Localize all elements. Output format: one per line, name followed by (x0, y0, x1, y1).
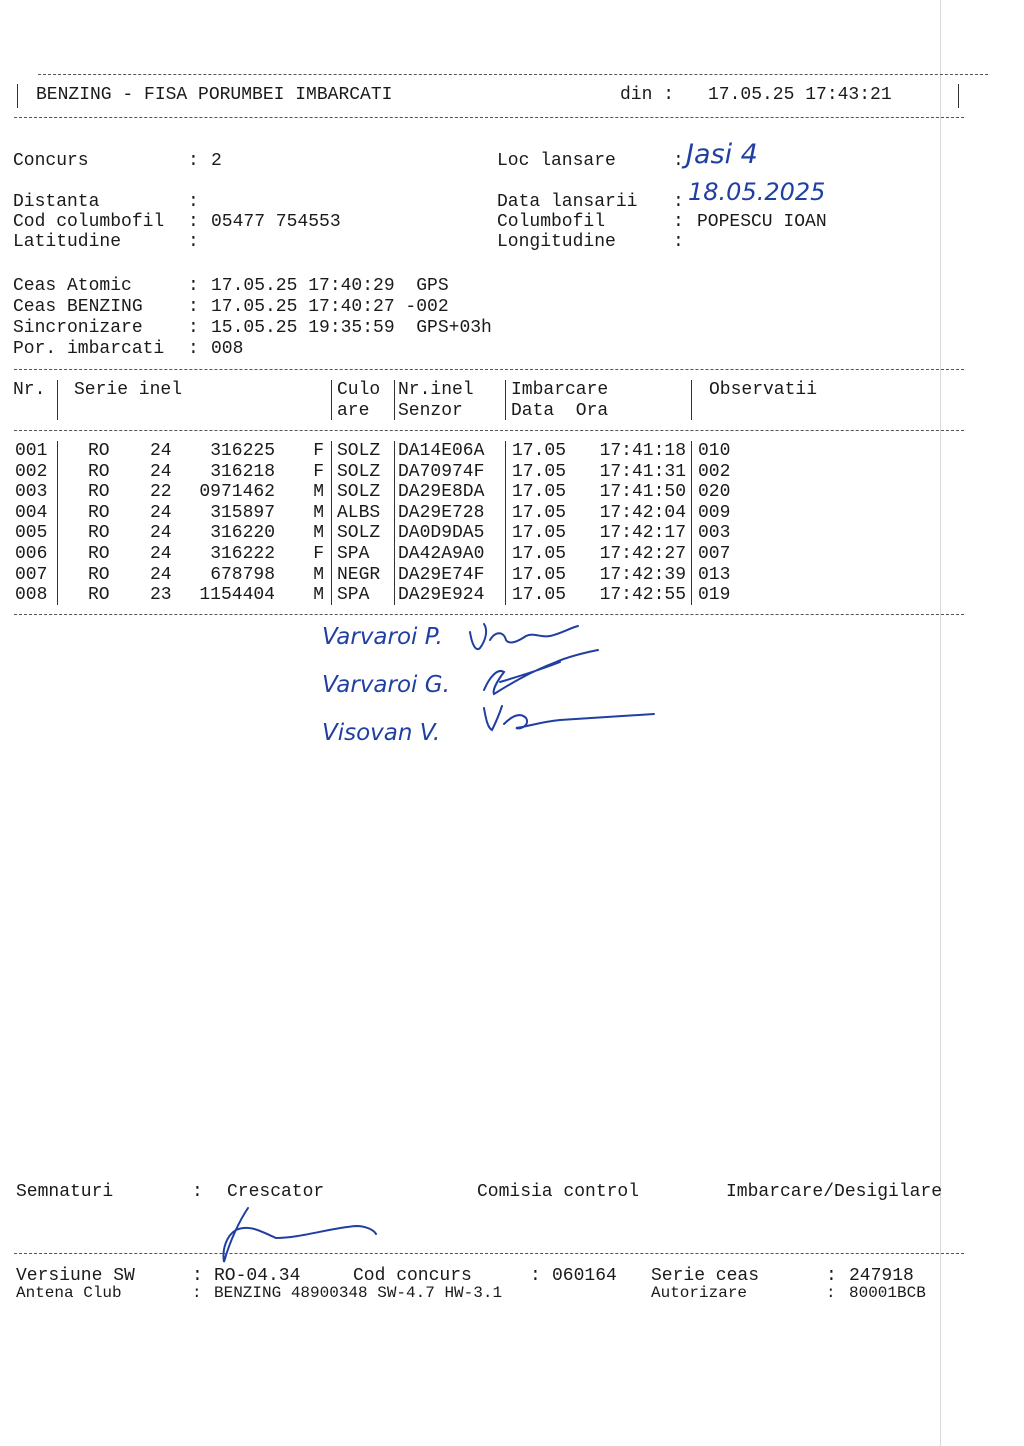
cell-year: 24 (150, 441, 172, 461)
col-culo-header-1: Culo (337, 380, 381, 400)
signature-1 (470, 624, 578, 649)
cell-time: 17:42:55 (599, 585, 686, 606)
cell-time: 17:41:31 (599, 461, 686, 482)
cell-date: 17.05 (512, 502, 567, 523)
cell-year: 24 (150, 564, 172, 585)
antena-value: BENZING 48900348 SW-4.7 HW-3.1 (214, 1284, 503, 1302)
cell-country: RO (88, 585, 110, 606)
ceas-atomic-label: Ceas Atomic (13, 276, 132, 296)
data-lansarii-handwritten: 18.05.2025 (688, 178, 826, 206)
antena-label: Antena Club (16, 1284, 122, 1302)
cell-color: SPA (337, 544, 370, 564)
cell-sex: M (313, 564, 324, 585)
cell-year: 24 (150, 544, 172, 564)
cell-sensor: DA0D9DA5 (398, 523, 485, 544)
ceas-atomic-value: 17.05.25 17:40:29 GPS (211, 276, 449, 296)
cell-time: 17:42:17 (599, 523, 686, 544)
cell-sex: F (313, 461, 324, 482)
col-nr-header: Nr. (13, 380, 46, 400)
col-observatii-header: Observatii (709, 380, 818, 400)
autorizare-label: Autorizare (651, 1284, 748, 1302)
cell-sensor: DA29E74F (398, 564, 485, 585)
antena-colon: : (192, 1284, 202, 1302)
latitudine-colon: : (188, 232, 199, 252)
cell-country: RO (88, 523, 110, 544)
cell-nr: 005 (15, 523, 48, 544)
cell-obs: 007 (698, 544, 731, 564)
cell-sensor: DA29E924 (398, 585, 485, 606)
cell-ring: 315897 (210, 502, 275, 523)
cell-color: NEGR (337, 564, 381, 585)
comisia-label: Comisia control (477, 1182, 640, 1202)
ceas-benzing-value: 17.05.25 17:40:27 -002 (211, 297, 449, 317)
cod-colon: : (188, 212, 199, 232)
cell-country: RO (88, 461, 110, 482)
col-nrinel-header-2: Senzor (398, 401, 463, 421)
cell-sensor: DA29E8DA (398, 482, 485, 503)
cell-ring: 678798 (210, 564, 275, 585)
ceas-atomic-colon: : (188, 276, 199, 296)
cell-time: 17:42:04 (599, 502, 686, 523)
cell-date: 17.05 (512, 482, 567, 503)
concurs-label: Concurs (13, 151, 89, 171)
cell-nr: 007 (15, 564, 48, 585)
cell-nr: 002 (15, 461, 48, 482)
distanta-label: Distanta (13, 192, 100, 212)
cell-year: 24 (150, 502, 172, 523)
cod-concurs-colon: : (530, 1266, 541, 1286)
cell-country: RO (88, 564, 110, 585)
cell-country: RO (88, 482, 110, 503)
cell-ring: 316222 (210, 544, 275, 564)
por-imbarcati-value: 008 (211, 339, 244, 359)
cell-nr: 004 (15, 502, 48, 523)
cell-time: 17:42:27 (599, 544, 686, 564)
cell-nr: 001 (15, 441, 48, 461)
cell-year: 22 (150, 482, 172, 503)
cell-ring: 1154404 (199, 585, 275, 606)
cell-obs: 020 (698, 482, 731, 503)
cell-obs: 009 (698, 502, 731, 523)
cell-sensor: DA70974F (398, 461, 485, 482)
din-value: 17.05.25 17:43:21 (708, 85, 892, 105)
col-nrinel-header-1: Nr.inel (398, 380, 474, 400)
cell-ring: 0971462 (199, 482, 275, 503)
cell-date: 17.05 (512, 544, 567, 564)
cell-country: RO (88, 502, 110, 523)
versiune-value: RO-04.34 (214, 1266, 301, 1286)
cod-concurs-value: 060164 (552, 1266, 617, 1286)
cell-ring: 316220 (210, 523, 275, 544)
sincronizare-label: Sincronizare (13, 318, 143, 338)
sincronizare-colon: : (188, 318, 199, 338)
cell-color: SPA (337, 585, 370, 606)
cell-ring: 316225 (210, 441, 275, 461)
concurs-value: 2 (211, 151, 222, 171)
serie-ceas-value: 247918 (849, 1266, 914, 1286)
por-imbarcati-colon: : (188, 339, 199, 359)
cell-nr: 006 (15, 544, 48, 564)
cell-color: ALBS (337, 502, 381, 523)
cell-color: SOLZ (337, 482, 381, 503)
por-imbarcati-label: Por. imbarcati (13, 339, 165, 359)
cell-color: SOLZ (337, 441, 381, 461)
ceas-benzing-colon: : (188, 297, 199, 317)
cell-time: 17:42:39 (599, 564, 686, 585)
autorizare-value: 80001BCB (849, 1284, 926, 1302)
cell-date: 17.05 (512, 564, 567, 585)
signature-3 (484, 706, 654, 730)
cell-time: 17:41:18 (599, 441, 686, 461)
cell-sensor: DA42A9A0 (398, 544, 485, 564)
col-culo-header-2: are (337, 401, 370, 421)
cod-value: 05477 754553 (211, 212, 341, 232)
cell-nr: 008 (15, 585, 48, 606)
cell-year: 24 (150, 461, 172, 482)
cell-nr: 003 (15, 482, 48, 503)
cell-ring: 316218 (210, 461, 275, 482)
cell-country: RO (88, 544, 110, 564)
cell-sensor: DA29E728 (398, 502, 485, 523)
cell-sex: M (313, 523, 324, 544)
concurs-colon: : (188, 151, 199, 171)
footer-rule (14, 1253, 964, 1254)
columbofil-colon: : (673, 212, 684, 232)
cell-obs: 019 (698, 585, 731, 606)
handwritten-name-3: Visovan V. (322, 720, 441, 746)
cell-sex: M (313, 482, 324, 503)
cell-sensor: DA14E06A (398, 441, 485, 461)
cell-sex: M (313, 585, 324, 606)
distanta-colon: : (188, 192, 199, 212)
serie-ceas-colon: : (826, 1266, 837, 1286)
col-serie-header: Serie inel (74, 380, 183, 400)
ceas-benzing-label: Ceas BENZING (13, 297, 143, 317)
handwritten-name-2: Varvaroi G. (322, 672, 450, 698)
loc-label: Loc lansare (497, 151, 616, 171)
data-lansarii-colon: : (673, 192, 684, 212)
sincronizare-value: 15.05.25 19:35:59 GPS+03h (211, 318, 492, 338)
din-label: din : (620, 85, 675, 105)
cod-label: Cod columbofil (13, 212, 165, 232)
semnaturi-colon: : (192, 1182, 203, 1202)
cell-sex: F (313, 441, 324, 461)
cell-color: SOLZ (337, 523, 381, 544)
loc-value-handwritten: Jasi 4 (686, 139, 758, 170)
cell-sex: F (313, 544, 324, 564)
serie-ceas-label: Serie ceas (651, 1266, 760, 1286)
data-lansarii-label: Data lansarii (497, 192, 638, 212)
cell-year: 23 (150, 585, 172, 606)
longitudine-colon: : (673, 232, 684, 252)
cell-obs: 013 (698, 564, 731, 585)
crescator-label: Crescator (227, 1182, 325, 1202)
semnaturi-label: Semnaturi (16, 1182, 114, 1202)
latitudine-label: Latitudine (13, 232, 122, 252)
col-imbarcare-header-2: Data Ora (511, 401, 609, 421)
handwritten-name-1: Varvaroi P. (322, 624, 443, 650)
cell-year: 24 (150, 523, 172, 544)
versiune-label: Versiune SW (16, 1266, 135, 1286)
cell-color: SOLZ (337, 461, 381, 482)
cell-date: 17.05 (512, 461, 567, 482)
columbofil-label: Columbofil (497, 212, 606, 232)
cell-time: 17:41:50 (599, 482, 686, 503)
versiune-colon: : (192, 1266, 203, 1286)
columbofil-value: POPESCU IOAN (697, 212, 827, 232)
col-imbarcare-header-1: Imbarcare (511, 380, 609, 400)
doc-title: BENZING - FISA PORUMBEI IMBARCATI (36, 85, 393, 105)
cell-date: 17.05 (512, 441, 567, 461)
loc-colon: : (673, 151, 684, 171)
cell-obs: 010 (698, 441, 731, 461)
cod-concurs-label: Cod concurs (353, 1266, 472, 1286)
cell-sex: M (313, 502, 324, 523)
cell-country: RO (88, 441, 110, 461)
cell-obs: 003 (698, 523, 731, 544)
cell-obs: 002 (698, 461, 731, 482)
cell-date: 17.05 (512, 523, 567, 544)
cell-date: 17.05 (512, 585, 567, 606)
signature-2 (484, 650, 598, 694)
longitudine-label: Longitudine (497, 232, 616, 252)
imbarcare-desigilare-label: Imbarcare/Desigilare (726, 1182, 943, 1202)
autorizare-colon: : (826, 1284, 836, 1302)
